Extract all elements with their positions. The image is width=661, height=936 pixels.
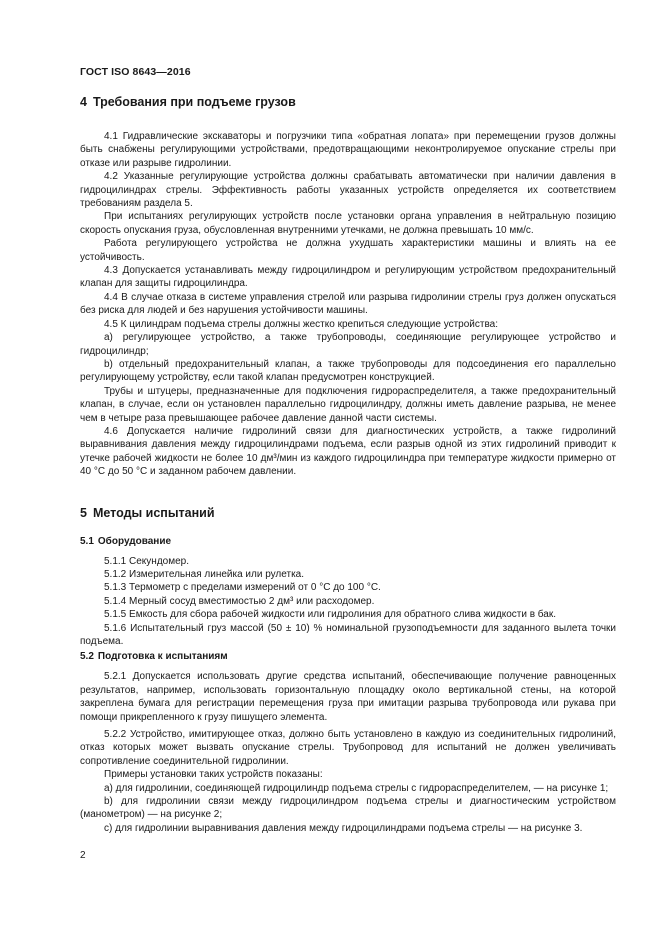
paragraph: 4.5 К цилиндрам подъема стрелы должны жестко крепиться следующие устройства: [104,318,499,330]
paragraph: 4.2 Указанные регулирующие устройства должны срабатывать автоматически при наличии давления в гидроцилиндрах стрелы. Эффективность работы указанных устройств определяется их соответствием требованиям раздела 5. [80,171,616,210]
paragraph: 4.4 В случае отказа в системе управления стрелой или разрыва гидролинии стрелы груз должен опускаться без риска для людей и без нарушения устойчивости машины. [80,291,616,317]
subsection-title: Подготовка к испытаниям [97,651,228,663]
paragraph: Работа регулирующего устройства не должна ухудшать характеристики машины и влиять на ее устойчивость. [80,238,616,263]
paragraph: 4.6 Допускается наличие гидролиний связи для диагностических устройств, а также гидролиний выравнивания давления между гидроцилиндрами подъема, если разрыв одной из этих гидролиний приводит к утечке рабочей жидкости не более 10 дм³/мин из каждого гидроцилиндра при температуре жидкости примерно от 40 °C до 50 °C и заданном рабочем давлении. [80,425,616,478]
subsection-title: Оборудование [97,535,172,547]
section-4-heading [80,94,616,110]
list-item: a) регулирующее устройство, а также трубопроводы, соединяющие регулирующее устройство и гидроцилиндр; [80,332,616,357]
section-number: 5 [80,505,87,520]
list-item: 5.1.2 Измерительная линейка или рулетка. [104,568,305,580]
list-item: 5.1.5 Емкость для сбора рабочей жидкости или гидролиния для обратного слива жидкости в бак. [104,609,557,621]
list-item: 5.1.6 Испытательный груз массой (50 ± 10) % номинальной грузоподъемности для заданного вылета точки подъема. [80,622,616,647]
section-4-body [80,130,616,479]
list-item: b) для гидролинии связи между гидроцилиндром подъема стрелы и диагностическим устройством (манометром) — на рисунке 2; [80,796,616,821]
list-item: b) отдельный предохранительный клапан, а также трубопроводы для подсоединения его параллельно регулирующему устройству, если такой клапан предусмотрен конструкцией. [80,358,616,384]
section-title: Требования при подъеме грузов [92,95,296,109]
list-item: c) для гидролинии выравнивания давления между гидроцилиндрами подъема стрелы — на рисунке 3. [104,822,583,834]
page-number: 2 [80,850,86,861]
paragraph: При испытаниях регулирующих устройств после установки органа управления в нейтральную позицию скорость опускания груза, обусловленная внутренними утечками, не должна превышать 10 мм/с. [80,211,616,236]
paragraph: 4.1 Гидравлические экскаваторы и погрузчики типа «обратная лопата» при перемещении грузов должны быть снабжены регулирующими устройствами, предотвращающими неконтролируемое опускание стрелы при отказе или разрыве гидролинии. [80,131,616,169]
equipment-list [80,555,616,649]
subsection-5-2-heading [80,650,616,664]
section-title: Методы испытаний [92,505,215,520]
list-item: 5.1.4 Мерный сосуд вместимостью 2 дм³ или расходомер. [104,595,375,607]
section-5-heading [80,505,616,521]
preparation-body [80,670,616,835]
paragraph: 5.2.2 Устройство, имитирующее отказ, должно быть установлено в каждую из соединительных гидролиний, отказ которых может вызвать опускание стрелы. Трубопровод для испытаний не должен увеличивать сопротивление соединительной гидролинии. [80,729,616,767]
standard-header: ГОСТ ISO 8643—2016 [80,66,191,78]
paragraph: Трубы и штуцеры, предназначенные для подключения гидрораспределителя, а также предохранительный клапан, в случае, если он установлен параллельно гидроцилиндру, должны иметь давление разрыва, не менее чем в четыре раза превышающее рабочее давление данной части системы. [80,385,616,424]
list-item: 5.1.3 Термометр с пределами измерений от 0 °C до 100 °C. [104,582,381,594]
list-item: a) для гидролинии, соединяющей гидроцилиндр подъема стрелы с гидрораспределителем, — на рисунке 1; [104,782,609,794]
subsection-5-1-heading [80,535,616,549]
paragraph: 5.2.1 Допускается использовать другие средства испытаний, обеспечивающие получение равноценных результатов, например, использовать горизонтальную площадку около вертикальной стены, на которой закреплена бумага для регистрации перемещения груза при имитации разрыва трубопровода или рукава при помощи прикрепленного к грузу пишущего элемента. [80,671,616,723]
document-body [80,94,616,835]
paragraph: 4.3 Допускается устанавливать между гидроцилиндром и регулирующим устройством предохранительный клапан для защиты гидроцилиндра. [80,265,616,290]
section-number: 4 [80,95,87,109]
subsection-number: 5.1 [80,535,94,547]
list-item: 5.1.1 Секундомер. [104,555,189,567]
subsection-number: 5.2 [80,651,94,663]
paragraph: Примеры установки таких устройств показаны: [104,769,323,781]
